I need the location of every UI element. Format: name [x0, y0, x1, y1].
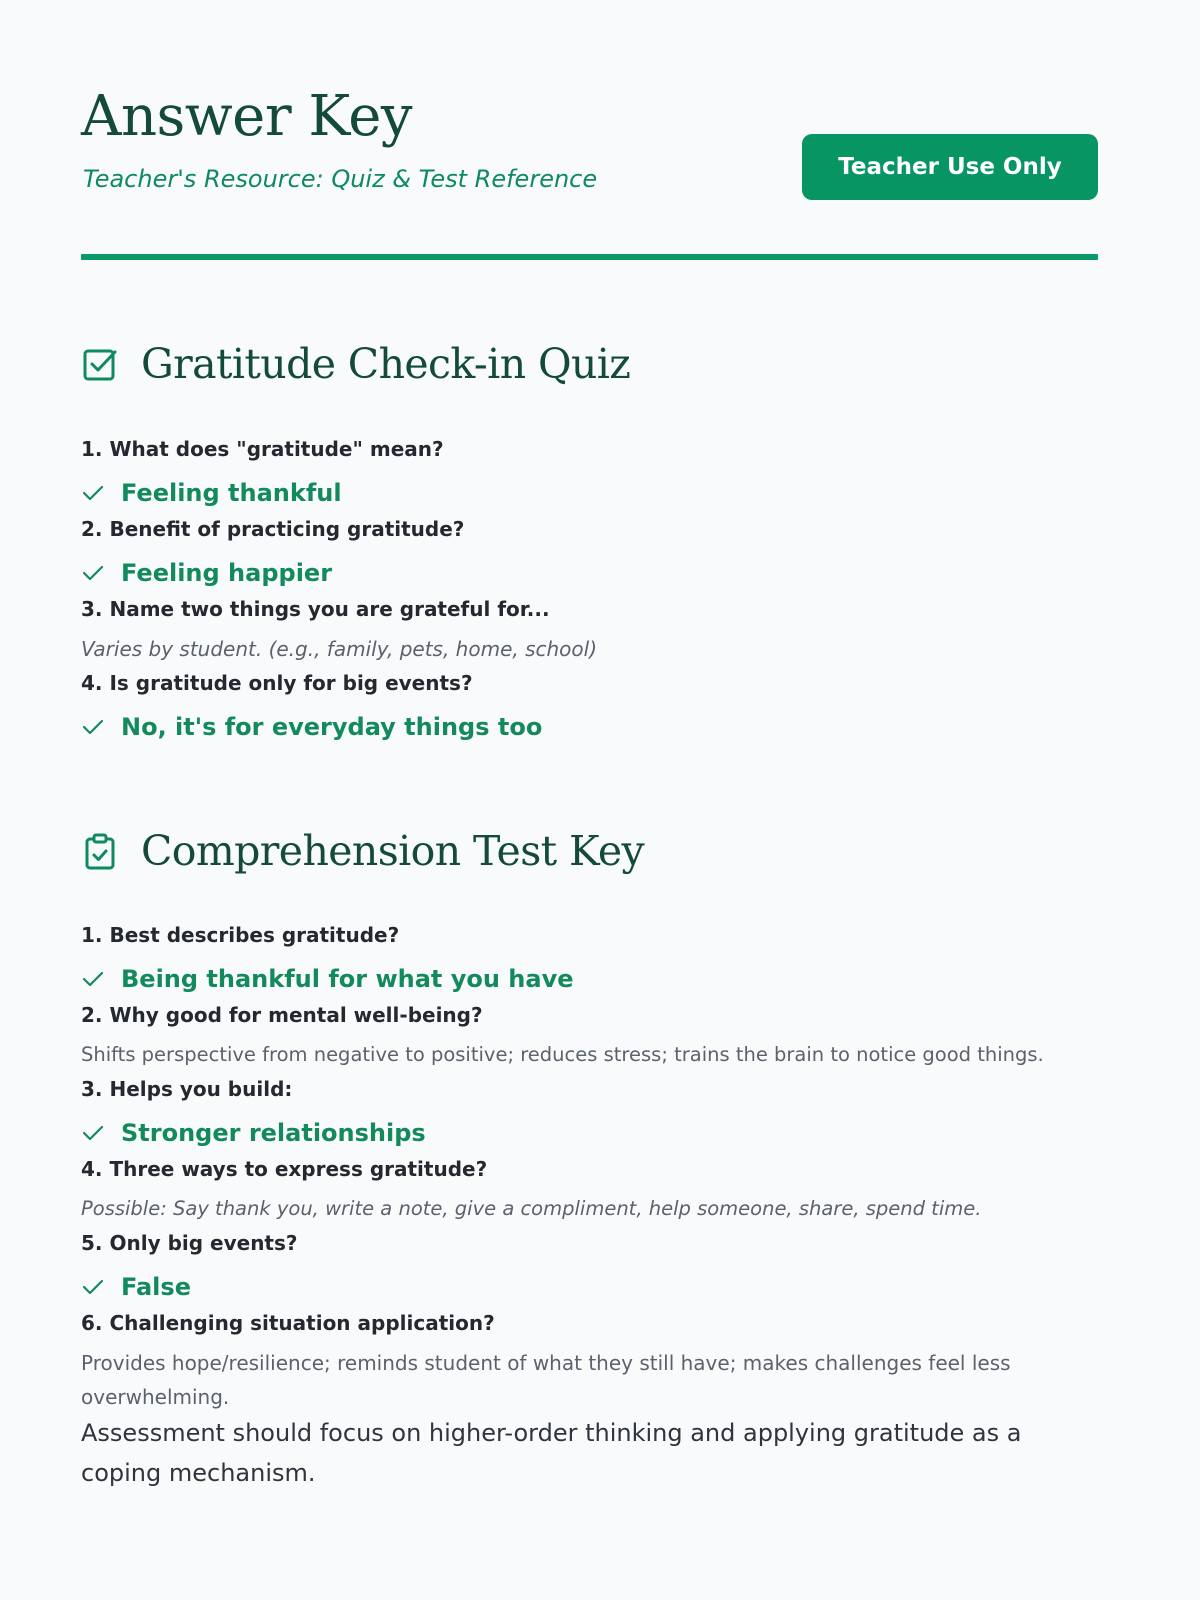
test-item-3 — [81, 1076, 1098, 1102]
check-icon — [81, 1121, 105, 1145]
quiz-question: 3. Name two things you are grateful for... — [81, 597, 550, 621]
quiz-item-4 — [81, 670, 1098, 696]
assessment-note — [81, 1413, 1098, 1493]
test-answer — [81, 1118, 1098, 1148]
quiz-answer — [81, 478, 1098, 508]
quiz-question: 4. Is gratitude only for big events? — [81, 671, 473, 695]
check-icon — [81, 715, 105, 739]
test-question: 5. Only big events? — [81, 1231, 298, 1255]
test-answer-1 — [81, 964, 1098, 994]
quiz-question: 1. What does "gratitude" mean? — [81, 437, 444, 461]
quiz-section-title: Gratitude Check-in Quiz — [141, 340, 631, 388]
test-section-title: Comprehension Test Key — [141, 827, 645, 875]
test-item-1 — [81, 922, 1098, 948]
quiz-answer-2 — [81, 558, 1098, 588]
test-item-6 — [81, 1310, 1098, 1336]
check-icon — [81, 481, 105, 505]
test-question: 3. Helps you build: — [81, 1077, 293, 1101]
quiz-item-1 — [81, 436, 1098, 462]
header-divider — [81, 254, 1098, 260]
quiz-answer-4 — [81, 712, 1098, 742]
test-note-6 — [81, 1346, 1098, 1414]
test-question: 4. Three ways to express gratitude? — [81, 1157, 488, 1181]
quiz-section-header — [81, 339, 1098, 389]
quiz-answer — [81, 558, 1098, 588]
quiz-answer-1 — [81, 478, 1098, 508]
test-section-header — [81, 826, 1098, 876]
teacher-use-only-badge: Teacher Use Only — [802, 134, 1098, 200]
quiz-item-3 — [81, 596, 1098, 622]
quiz-answer — [81, 712, 1098, 742]
clipboard-check-icon — [81, 832, 119, 870]
page-subtitle: Teacher's Resource: Quiz & Test Reference — [83, 165, 598, 193]
check-icon — [81, 561, 105, 585]
answer-text: Being thankful for what you have — [121, 965, 574, 993]
test-question: 2. Why good for mental well-being? — [81, 1003, 483, 1027]
answer-note: Provides hope/resilience; reminds student of what they still have; makes challenges feel less overwhelming. — [81, 1351, 1011, 1409]
answer-text: Stronger relationships — [121, 1119, 426, 1147]
assessment-note-text: Assessment should focus on higher-order thinking and applying gratitude as a coping mechanism. — [81, 1419, 1022, 1487]
test-answer-3 — [81, 1118, 1098, 1148]
quiz-note-3 — [81, 632, 1098, 666]
test-answer-5 — [81, 1272, 1098, 1302]
answer-note: Varies by student. (e.g., family, pets, home, school) — [81, 637, 598, 661]
answer-note: Shifts perspective from negative to positive; reduces stress; trains the brain to notice good things. — [81, 1043, 1044, 1066]
test-section — [81, 826, 1098, 876]
answer-text: No, it's for everyday things too — [121, 713, 543, 741]
quiz-section — [81, 339, 1098, 389]
answer-text: Feeling happier — [121, 559, 333, 587]
answer-text: Feeling thankful — [121, 479, 342, 507]
check-icon — [81, 1275, 105, 1299]
quiz-item-2 — [81, 516, 1098, 542]
page-title: Answer Key — [81, 84, 412, 149]
quiz-question: 2. Benefit of practicing gratitude? — [81, 517, 465, 541]
answer-note: Possible: Say thank you, write a note, give a compliment, help someone, share, spend time. — [81, 1197, 982, 1220]
test-answer — [81, 1272, 1098, 1302]
test-item-5 — [81, 1230, 1098, 1256]
page-header — [81, 0, 1098, 260]
test-note-2 — [81, 1038, 1098, 1072]
test-item-2 — [81, 1002, 1098, 1028]
test-note-4 — [81, 1192, 1098, 1226]
test-question: 6. Challenging situation application? — [81, 1311, 495, 1335]
test-question: 1. Best describes gratitude? — [81, 923, 400, 947]
test-answer — [81, 964, 1098, 994]
checkbox-icon — [81, 345, 119, 383]
test-item-4 — [81, 1156, 1098, 1182]
check-icon — [81, 967, 105, 991]
answer-text: False — [121, 1273, 191, 1301]
